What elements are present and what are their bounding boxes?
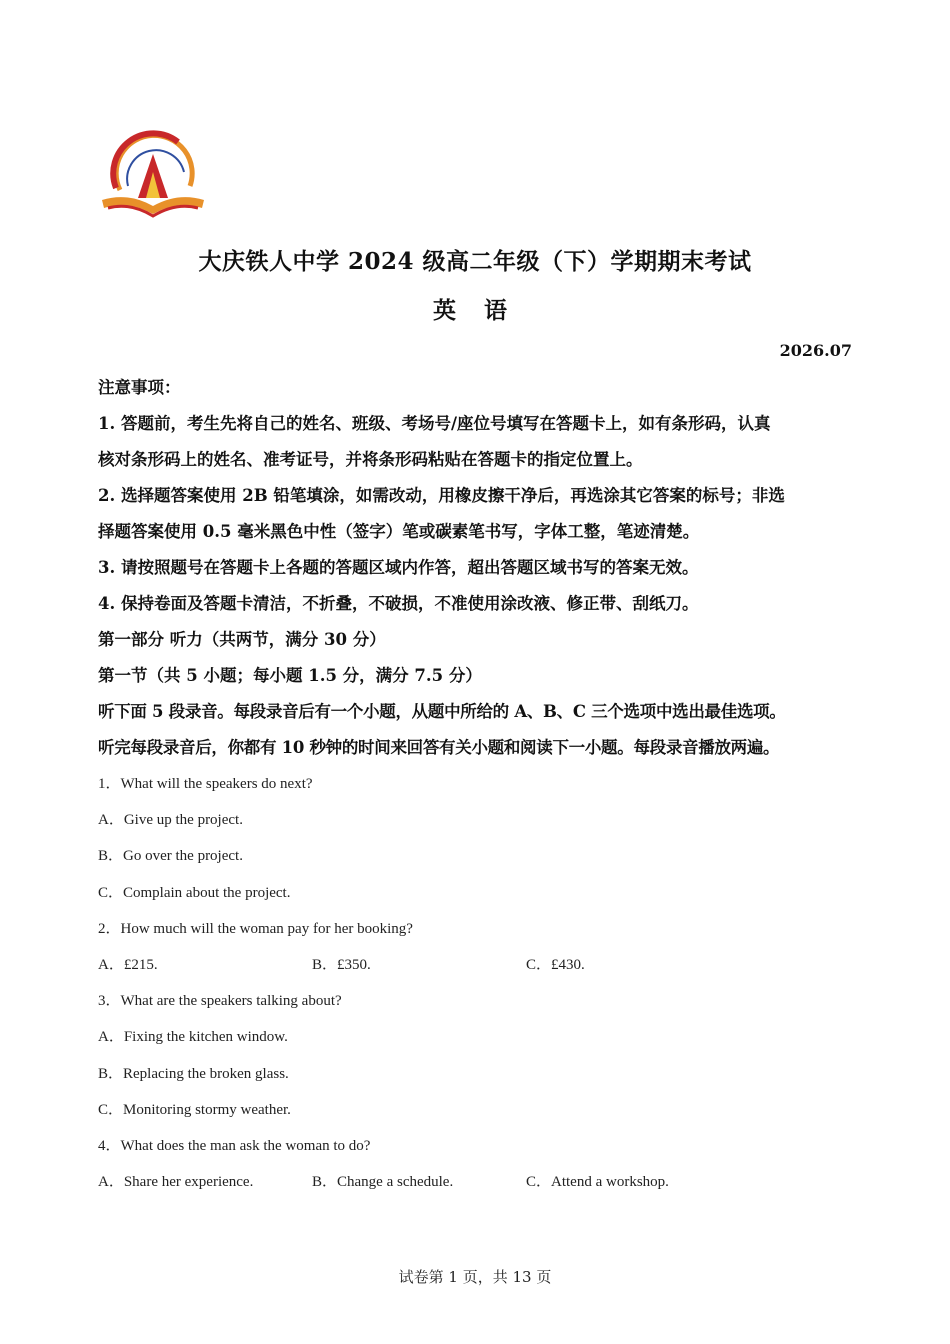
note-line: 4. 保持卷面及答题卡清洁，不折叠，不破损，不准使用涂改液、修正带、刮纸刀。: [98, 594, 699, 613]
question-stem: 3．What are the speakers talking about?: [98, 993, 342, 1010]
exam-title: 大庆铁人中学 2024 级高二年级（下）学期期末考试: [198, 248, 752, 275]
exam-subject: 英 语: [432, 297, 517, 324]
option-c: C．Complain about the project.: [98, 884, 291, 901]
option-a: A．Share her experience.: [98, 1174, 254, 1191]
option-b: B．Go over the project.: [98, 848, 243, 865]
note-line: 2. 选择题答案使用 2B 铅笔填涂，如需改动，用橡皮擦干净后，再选涂其它答案的标号；非选: [98, 486, 785, 505]
note-line: 择题答案使用 0.5 毫米黑色中性（签字）笔或碳素笔书写，字体工整，笔迹清楚。: [98, 522, 700, 541]
option-row: [98, 1164, 858, 1200]
option-c: C．Monitoring stormy weather.: [98, 1101, 291, 1118]
option-c: C．Attend a workshop.: [526, 1174, 669, 1191]
questions-area: [98, 766, 858, 1200]
school-logo: [98, 128, 208, 224]
note-line: 3. 请按照题号在答题卡上各题的答题区域内作答，超出答题区域书写的答案无效。: [98, 558, 699, 577]
option-b: B．£350.: [312, 956, 371, 973]
instruction-line: 听完每段录音后，你都有 10 秒钟的时间来回答有关小题和阅读下一小题。每段录音播放两遍。: [98, 738, 780, 757]
option-a: A．£215.: [98, 956, 158, 973]
instruction-line: 听下面 5 段录音。每段录音后有一个小题，从题中所给的 A、B、C 三个选项中选出最佳选项。: [98, 702, 786, 721]
notes-heading: 注意事项：: [98, 378, 181, 397]
question-stem: 1．What will the speakers do next?: [98, 776, 313, 792]
question-stem: 2．How much will the woman pay for her booking?: [98, 920, 413, 937]
page-footer: 试卷第 1 页，共 13 页: [398, 1268, 552, 1286]
note-line: 1. 答题前，考生先将自己的姓名、班级、考场号/座位号填写在答题卡上，如有条形码，认真: [98, 414, 771, 433]
option-row: [98, 947, 858, 983]
option-c: C．£430.: [526, 956, 585, 973]
notes-block: [98, 370, 854, 766]
option-a: A．Fixing the kitchen window.: [98, 1029, 288, 1046]
note-line: 核对条形码上的姓名、准考证号，并将条形码粘贴在答题卡的指定位置上。: [98, 450, 643, 469]
question-stem: 4．What does the man ask the woman to do?: [98, 1137, 371, 1154]
option-b: B．Replacing the broken glass.: [98, 1065, 289, 1082]
exam-date: 2026.07: [779, 341, 852, 360]
option-b: B．Change a schedule.: [312, 1174, 454, 1191]
option-a: A．Give up the project.: [98, 812, 243, 829]
part1-heading: 第一部分 听力（共两节，满分 30 分）: [98, 630, 386, 649]
section1-heading: 第一节（共 5 小题；每小题 1.5 分，满分 7.5 分）: [98, 666, 482, 685]
